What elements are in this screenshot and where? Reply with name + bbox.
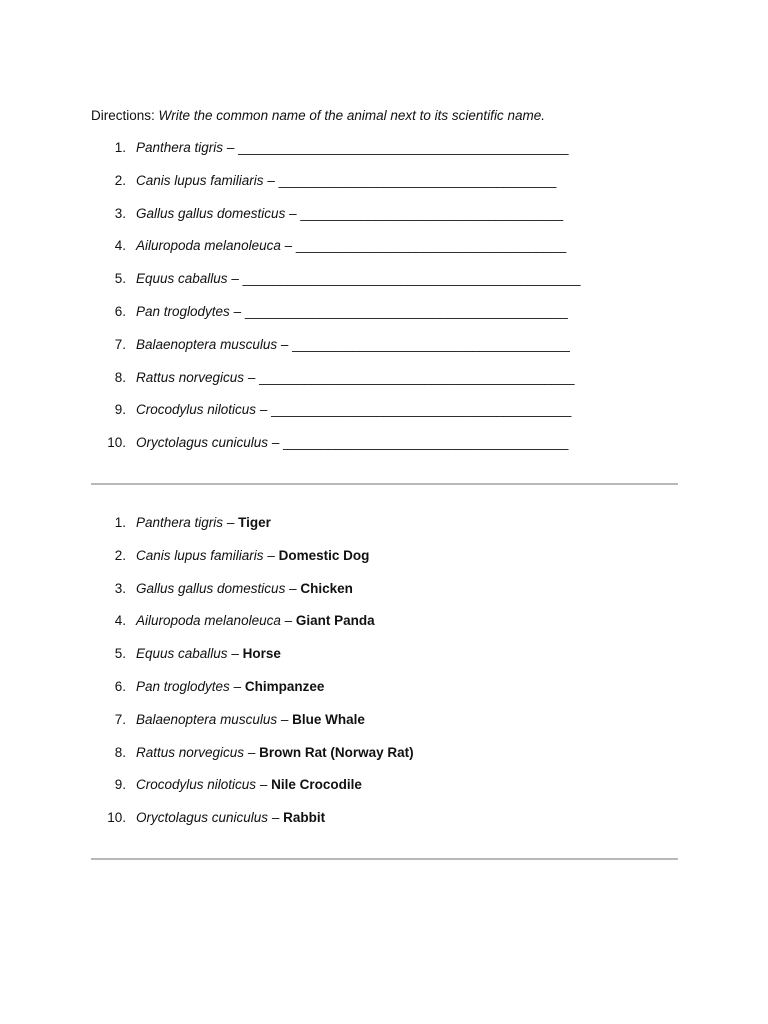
dash: – [284, 613, 293, 629]
answer-blank[interactable]: ___________________________________________ [244, 303, 568, 319]
item-number: 5. [114, 646, 126, 662]
dash: – [247, 369, 256, 385]
dash: – [233, 678, 242, 694]
answer-blank[interactable]: __________________________________________ [259, 369, 575, 385]
scientific-name: Crocodylus niloticus [136, 777, 257, 793]
section-divider [91, 858, 678, 860]
dash: – [289, 205, 297, 221]
dash: – [284, 238, 293, 254]
scientific-name: Ailuropoda melanoleuca [136, 613, 281, 629]
common-name: Chimpanzee [244, 678, 325, 694]
answer-blank[interactable]: ______________________________________ [283, 435, 569, 451]
answer-blank[interactable]: _____________________________________________ [242, 271, 581, 287]
scientific-name: Pan troglodytes [136, 678, 230, 694]
item-number: 1. [114, 140, 126, 155]
common-name: Blue Whale [292, 711, 365, 727]
item-number: 4. [114, 613, 126, 629]
item-number: 9. [114, 777, 126, 793]
common-name: Tiger [238, 515, 271, 530]
common-name: Brown Rat (Norway Rat) [259, 744, 414, 760]
scientific-name: Ailuropoda melanoleuca [136, 238, 281, 254]
common-name: Giant Panda [295, 613, 375, 629]
directions-text: Write the common name of the animal next to its scientific name. [158, 108, 545, 123]
item-number: 6. [114, 303, 126, 319]
dash: – [280, 711, 289, 727]
common-name: Domestic Dog [278, 547, 370, 563]
answer-blank[interactable]: _____________________________________ [292, 336, 570, 352]
item-number: 8. [114, 744, 126, 760]
item-number: 7. [114, 336, 126, 352]
item-number: 5. [114, 271, 126, 287]
item-number: 2. [114, 172, 126, 188]
dash: – [259, 402, 268, 418]
directions-label: Directions: [91, 108, 155, 123]
dash: – [280, 336, 289, 352]
scientific-name: Crocodylus niloticus [136, 402, 257, 418]
scientific-name: Balaenoptera musculus [136, 336, 278, 352]
scientific-name: Balaenoptera musculus [136, 711, 278, 727]
common-name: Horse [242, 646, 281, 662]
scientific-name: Pan troglodytes [136, 303, 230, 319]
dash: – [289, 580, 297, 596]
scientific-name: Equus caballus [136, 271, 228, 287]
dash: – [259, 777, 268, 793]
common-name: Nile Crocodile [271, 777, 362, 793]
dash: – [271, 435, 280, 451]
dash: – [271, 810, 280, 826]
scientific-name: Gallus gallus domesticus [136, 205, 286, 221]
dash: – [231, 646, 239, 662]
answer-blank[interactable]: _____________________________________ [278, 172, 557, 188]
scientific-name: Panthera tigris [136, 515, 224, 530]
common-name: Rabbit [283, 810, 326, 826]
dash: – [267, 547, 275, 563]
dash: – [267, 172, 275, 188]
scientific-name: Rattus norvegicus [136, 369, 245, 385]
scientific-name: Canis lupus familiaris [136, 172, 264, 188]
item-number: 10. [107, 810, 126, 826]
item-number: 9. [114, 402, 126, 418]
dash: – [226, 515, 235, 530]
dash: – [233, 303, 242, 319]
item-number: 1. [114, 515, 126, 530]
scientific-name: Equus caballus [136, 646, 228, 662]
scientific-name: Panthera tigris [136, 140, 224, 155]
item-number: 7. [114, 711, 126, 727]
item-number: 8. [114, 369, 126, 385]
item-number: 6. [114, 678, 126, 694]
dash: – [247, 744, 256, 760]
scientific-name: Oryctolagus cuniculus [136, 435, 269, 451]
item-number: 3. [114, 205, 126, 221]
dash: – [226, 140, 235, 155]
scientific-name: Gallus gallus domesticus [136, 580, 286, 596]
item-number: 3. [114, 580, 126, 596]
section-divider [91, 483, 678, 485]
scientific-name: Rattus norvegicus [136, 744, 245, 760]
item-number: 2. [114, 547, 126, 563]
dash: – [231, 271, 239, 287]
directions [91, 108, 545, 123]
answer-blank[interactable]: ___________________________________ [300, 205, 564, 221]
scientific-name: Canis lupus familiaris [136, 547, 264, 563]
scientific-name: Oryctolagus cuniculus [136, 810, 269, 826]
item-number: 10. [107, 435, 126, 451]
common-name: Chicken [300, 580, 353, 596]
answer-blank[interactable]: ____________________________________________ [238, 140, 569, 155]
answer-blank[interactable]: ____________________________________ [295, 238, 567, 254]
answer-blank[interactable]: ________________________________________ [271, 402, 572, 418]
item-number: 4. [114, 238, 126, 254]
